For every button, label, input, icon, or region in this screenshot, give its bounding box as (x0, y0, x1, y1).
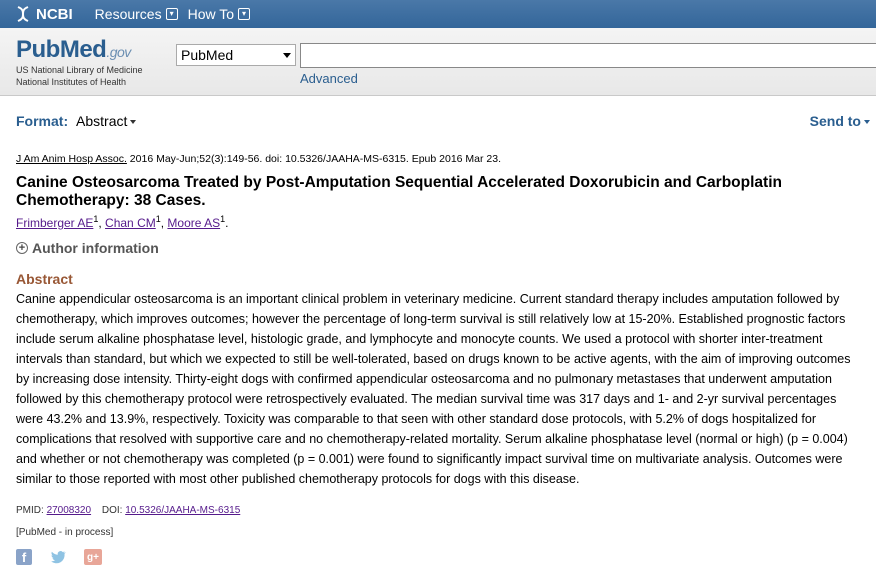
pubmed-logo[interactable] (16, 36, 143, 88)
format-toolbar (16, 113, 870, 131)
pubmed-header (0, 28, 876, 96)
citation-details: 2016 May-Jun;52(3):149-56. doi: 10.5326/JAAHA-MS-6315. Epub 2016 Mar 23. (126, 153, 502, 165)
pubmed-wordmark: PubMed.gov (16, 36, 131, 63)
how-to-menu[interactable] (188, 6, 250, 22)
article-title: Canine Osteosarcoma Treated by Post-Amputation Sequential Accelerated Doxorubicin and Carboplatin Chemotherapy: 38 Cases. (16, 174, 782, 209)
author-affiliation-sup: 1 (220, 214, 226, 224)
citation (16, 153, 501, 165)
chevron-down-icon: ▾ (238, 8, 250, 20)
doi-label: DOI: (101, 505, 123, 516)
advanced-search-link[interactable]: Advanced (300, 71, 358, 86)
pmid-link[interactable]: 27008320 (46, 505, 92, 516)
author-link[interactable]: Frimberger AE (16, 216, 94, 230)
author-information-toggle[interactable] (16, 240, 159, 256)
author-list: Frimberger $AE^1$, Chan $CM^1$, Moore $AS^1$. (16, 214, 229, 230)
ncbi-logo-label: NCBI (36, 5, 73, 23)
database-select[interactable] (176, 44, 296, 66)
author-information-label: Author information (32, 240, 159, 256)
resources-menu-label: Resources (94, 6, 162, 22)
ncbi-top-bar (0, 0, 876, 28)
author-link[interactable]: Moore AS (167, 216, 221, 230)
twitter-icon[interactable] (50, 549, 66, 565)
how-to-menu-label: How To (187, 6, 235, 22)
format-dropdown[interactable] (72, 113, 136, 129)
format-label: Format: (16, 113, 69, 129)
chevron-down-icon: ▾ (166, 8, 178, 20)
abstract-text: Canine appendicular osteosarcoma is an important clinical problem in veterinary medicine. Current standard therapy includes amputation followed by chemotherapy, which improves outcomes; however the percentage of long-term survival is still relatively low at 15-20%. Established prognostic factors include serum alkaline phosphatase level, histologic grade, and lymphocyte and monocyte counts. We used a protocol with shorter inter-treatment intervals than standard, but which we expected to still be well-tolerated, based on drugs known to be active agents, with the aim of improving outcomes by increasing dose intensity. Thirty-eight dogs with confirmed appendicular osteosarcoma and no pulmonary metastases that underwent amputation followed by this chemotherapy protocol were retrospectively evaluated. The median survival time was 317 days and 1- and 2-yr survival percentages were 43.2% and 13.9%, respectively. Toxicity was comparable to that seen with other standard dose protocols, with 5.2% of dogs hospitalized for complications that resolved with supportive care and no chemotherapy-related mortality. Serum alkaline phosphatase level (normal or high) (p = 0.004) and whether or not chemotherapy was completed (p = 0.001) were found to significantly impact survival time on multivariate analysis. Outcomes were similar to those reported with most other published chemotherapy protocols for dogs with this disease. (16, 292, 851, 486)
article-identifiers (16, 505, 240, 516)
author-affiliation-sup: 1 (155, 214, 161, 224)
author-link[interactable]: Chan CM (105, 216, 156, 230)
database-selected-value: PubMed (181, 47, 234, 63)
pubmed-status: [PubMed - in process] (16, 527, 114, 538)
social-share-bar (16, 549, 102, 565)
doi-link[interactable]: 10.5326/JAAHA-MS-6315 (125, 505, 241, 516)
resources-menu[interactable] (95, 6, 178, 22)
format-value: Abstract (76, 113, 128, 129)
ncbi-logo[interactable] (14, 5, 73, 23)
caret-down-icon (864, 120, 870, 124)
google-plus-icon[interactable]: g+ (84, 549, 102, 565)
pmid-label: PMID: (16, 505, 44, 516)
abstract-heading: Abstract (16, 271, 73, 287)
org-line-2: National Institutes of Health (16, 77, 127, 87)
journal-link[interactable]: J Am Anim Hosp Assoc. (16, 153, 127, 165)
send-to-label: Send to (809, 113, 861, 129)
dropdown-arrow-icon (283, 53, 291, 58)
org-line-1: US National Library of Medicine (16, 65, 143, 75)
plus-circle-icon: + (16, 242, 28, 254)
send-to-button[interactable] (810, 113, 870, 129)
ncbi-helix-icon (14, 5, 32, 23)
search-input[interactable] (300, 43, 876, 68)
caret-down-icon (130, 120, 136, 124)
facebook-icon[interactable]: f (16, 549, 32, 565)
author-affiliation-sup: 1 (93, 214, 99, 224)
